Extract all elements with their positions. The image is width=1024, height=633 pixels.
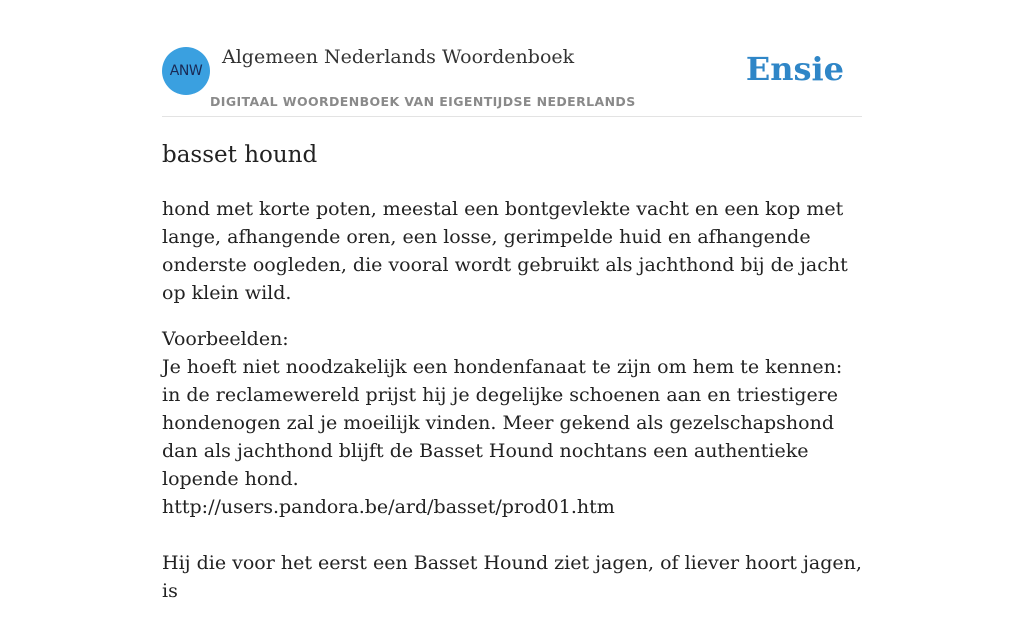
- example-2: [162, 549, 862, 605]
- example-source: http://users.pandora.be/ard/basset/prod01.htm: [162, 496, 615, 518]
- example-text: Je hoeft niet noodzakelijk een hondenfanaat te zijn om hem te kennen: in de reclamewereld prijst hij je degelijke schoenen aan en triestigere hondenogen zal je moeilijk vinden. Meer gekend als gezelschapshond dan als jachthond blijft de Basset Hound nochtans een authentieke lopende hond.: [162, 356, 843, 490]
- headword: basset hound: [162, 142, 318, 168]
- examples-label: Voorbeelden:: [162, 328, 289, 350]
- header: [162, 40, 862, 117]
- anw-logo[interactable]: ANW: [162, 47, 210, 95]
- example-1: [162, 353, 862, 521]
- dictionary-title[interactable]: Algemeen Nederlands Woordenboek: [222, 46, 575, 68]
- definition: hond met korte poten, meestal een bontgevlekte vacht en een kop met lange, afhangende oren, een losse, gerimpelde huid en afhangende onderste oogleden, die vooral wordt gebruikt als jachthond bij de jacht op klein wild.: [162, 198, 848, 304]
- ensie-logo[interactable]: Ensie: [745, 50, 844, 88]
- entry-content: [162, 135, 862, 633]
- example-text: Hij die voor het eerst een Basset Hound ziet jagen, of liever hoort jagen, is: [162, 552, 862, 602]
- dictionary-subtitle: DIGITAAL WOORDENBOEK VAN EIGENTIJDSE NEDERLANDS: [210, 94, 636, 109]
